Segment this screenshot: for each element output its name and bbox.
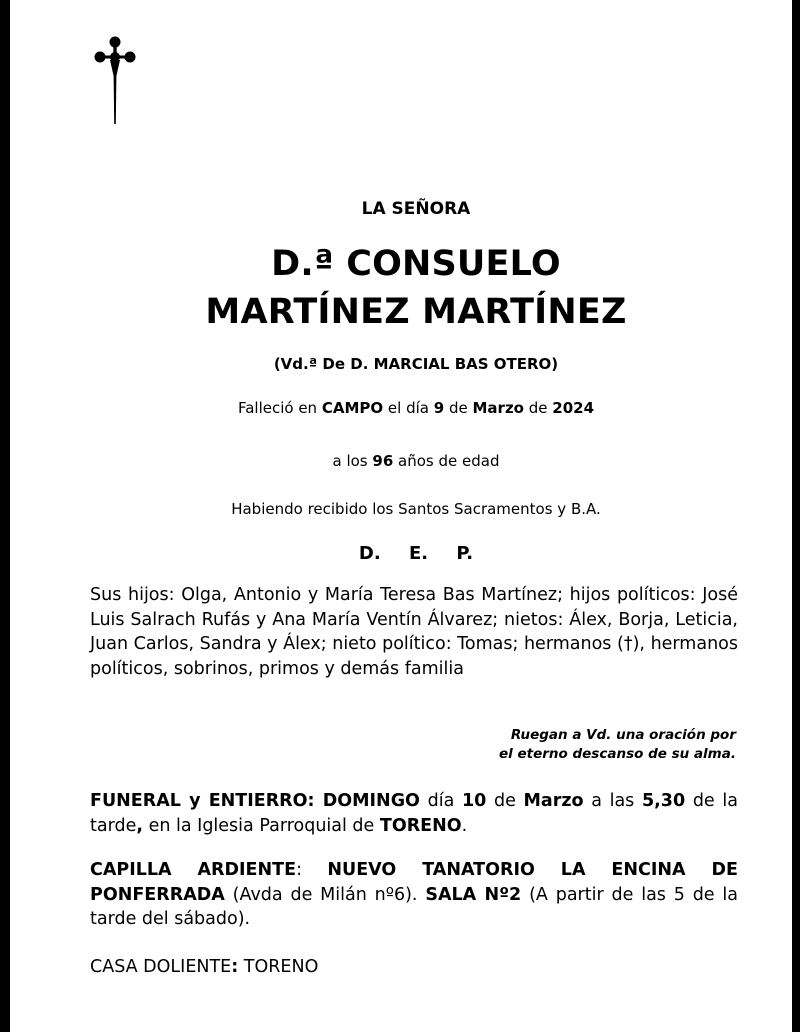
funeral-month: Marzo xyxy=(523,791,584,811)
sacraments-line: Habiendo recibido los Santos Sacramentos y B.A. xyxy=(231,500,601,518)
funeral-text-5: en la Iglesia Parroquial de xyxy=(148,815,375,836)
chapel-place: NUEVO TANATORIO LA ENCINA DE PONFERRADA xyxy=(90,860,738,905)
prayer-line-1: Ruegan a Vd. una oración por xyxy=(510,727,736,743)
death-month: Marzo xyxy=(472,399,524,417)
death-text-2: de xyxy=(448,399,468,417)
chapel-room: SALA Nº2 xyxy=(425,884,522,905)
funeral-text-1: día xyxy=(427,791,455,811)
chapel-note: (A partir de las 5 de la tarde del sábado). xyxy=(90,884,738,929)
funeral-paragraph xyxy=(90,789,738,838)
death-text-3: de xyxy=(528,399,548,417)
death-year: 2024 xyxy=(552,399,595,417)
funeral-church: TORENO xyxy=(379,815,462,836)
funeral-time: 5,30 xyxy=(641,791,686,811)
name-line-1: D.ª CONSUELO xyxy=(271,244,561,284)
dep-line: D. E. P. xyxy=(358,543,474,564)
funeral-text-4: de la tarde xyxy=(90,791,738,836)
prayer-line-2: el eterno descanso de su alma. xyxy=(499,746,736,762)
family-paragraph: Sus hijos: Olga, Antonio y María Teresa Bas Martínez; hijos políticos: José Luis Salrach Rufás y Ana María Ventín Álvarez; nietos: Álex, Borja, Leticia, Juan Carlos, Sandra y Álex; nieto político: Tomas; hermanos (†), hermanos políticos, sobrinos, primos y demás familia xyxy=(90,585,738,679)
house-line xyxy=(90,955,738,980)
prayer-note xyxy=(499,726,736,764)
chapel-label: CAPILLA ARDIENTE xyxy=(90,860,297,880)
cross-icon xyxy=(93,36,137,126)
house-colon: : xyxy=(231,957,239,977)
funeral-text-3: a las xyxy=(591,791,635,811)
death-prefix: Falleció en xyxy=(237,399,318,417)
name-line-2: MARTÍNEZ MARTÍNEZ xyxy=(205,292,627,332)
funeral-day: 10 xyxy=(461,791,487,811)
deceased-name xyxy=(40,240,792,336)
age-suffix: años de edad xyxy=(398,452,500,470)
chapel-address: (Avda de Milán nº6). xyxy=(232,884,418,905)
age-line xyxy=(40,452,792,470)
age-years: 96 xyxy=(372,452,394,470)
chapel-colon: : xyxy=(296,860,302,880)
chapel-paragraph xyxy=(90,858,738,932)
death-line xyxy=(40,399,792,417)
death-day: 9 xyxy=(433,399,445,417)
death-text-1: el día xyxy=(387,399,429,417)
funeral-label: FUNERAL y ENTIERRO: DOMINGO xyxy=(90,791,420,811)
funeral-text-2: de xyxy=(493,791,516,811)
funeral-end: . xyxy=(461,815,468,836)
funeral-comma: , xyxy=(136,815,144,836)
spouse-line: (Vd.ª De D. MARCIAL BAS OTERO) xyxy=(273,355,559,373)
intro-label: LA SEÑORA xyxy=(361,199,471,219)
house-place: TORENO xyxy=(243,957,319,977)
age-prefix: a los xyxy=(332,452,368,470)
house-label: CASA DOLIENTE xyxy=(90,957,232,977)
death-place: CAMPO xyxy=(321,399,384,417)
